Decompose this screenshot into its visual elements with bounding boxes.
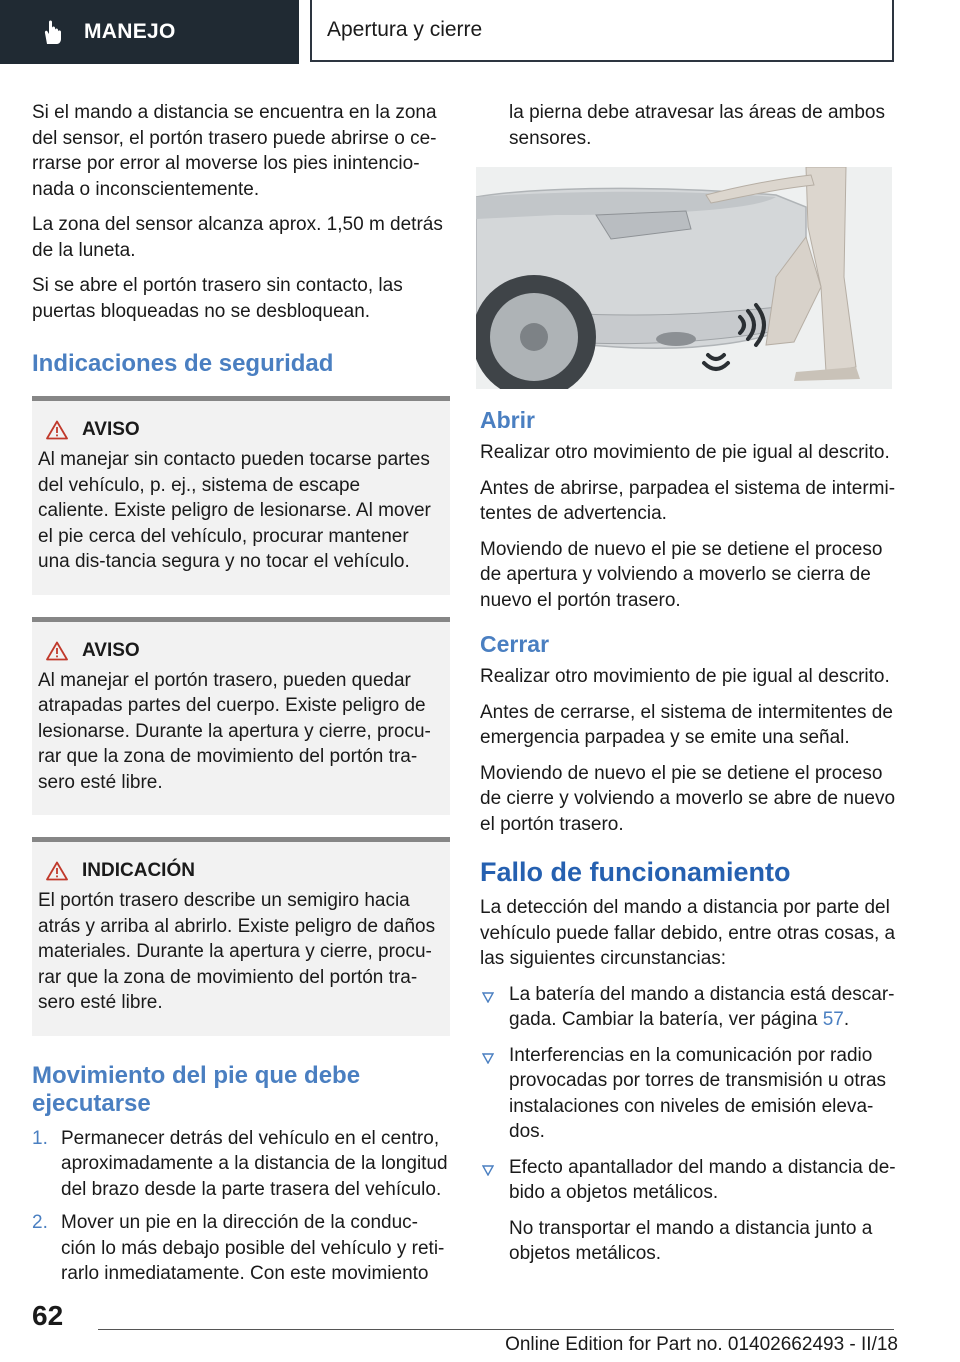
- open-paragraph: Moviendo de nuevo el pie se detiene el proceso de apertura y volviendo a moverlo se cierra de nuevo el portón trasero.: [480, 538, 883, 611]
- section-tab: [0, 0, 299, 64]
- section-title: MANEJO: [84, 20, 176, 43]
- warning-box: [32, 617, 450, 816]
- step-continuation: la pierna debe atravesar las áreas de ambos sensores.: [509, 102, 886, 149]
- malfunction-heading: Fallo de funcionamiento: [480, 857, 791, 887]
- chapter-title-box: [310, 0, 894, 62]
- warning-triangle-icon: [46, 861, 68, 881]
- list-item: [32, 1126, 450, 1203]
- triangle-bullet-icon: [482, 1052, 494, 1064]
- safety-heading: Indicaciones de seguridad: [32, 350, 334, 377]
- warning-box: [32, 396, 450, 595]
- bullet-suffix: .: [843, 1009, 850, 1030]
- movement-heading: Movimiento del pie que debe ejecutarse: [32, 1061, 361, 1117]
- warning-triangle-icon: [46, 641, 68, 661]
- bullet-extra: No transportar el mando a distancia junto a objetos metálicos.: [509, 1217, 873, 1264]
- page-number: 62: [32, 1300, 64, 1331]
- warning-triangle-icon: [46, 420, 68, 440]
- step-text: Permanecer detrás del vehículo en el centro, aproximadamente a la distancia de la longitud del brazo desde la parte trasera del vehículo.: [61, 1127, 448, 1200]
- intro-paragraph: Si el mando a distancia se encuentra en la zona del sensor, el portón trasero puede abrirse o ce‐rrarse por error al moverse los pies inintencio‐nada o inconscientemente.: [32, 102, 437, 200]
- page-header: [0, 0, 960, 68]
- warning-header: [46, 640, 436, 662]
- right-column: [480, 100, 898, 1277]
- tailgate-illustration: [476, 167, 892, 389]
- malfunction-list: [480, 982, 898, 1267]
- car-rear-illustration: [476, 167, 892, 389]
- notice-title: INDICACIÓN: [82, 860, 195, 881]
- footer-divider: [98, 1329, 894, 1330]
- page-link[interactable]: 57: [822, 1009, 844, 1030]
- warning-title: AVISO: [82, 419, 140, 440]
- steps-list: [32, 1126, 450, 1287]
- list-item: [480, 1155, 898, 1267]
- bullet-text: Interferencias en la comunicación por radio provocadas por torres de transmisión u otras instalaciones con niveles de emisión eleva‐dos.: [509, 1044, 887, 1142]
- triangle-bullet-icon: [482, 991, 494, 1003]
- notice-box: [32, 837, 450, 1036]
- list-item: [480, 1043, 898, 1145]
- edition-note: Online Edition for Part no. 01402662493 - II/18: [505, 1334, 898, 1355]
- step-text: Mover un pie en la dirección de la conduc‐ción lo más debajo posible del vehículo y reti‐rarlo inmediatamente. Con este movimiento: [61, 1212, 445, 1284]
- open-paragraph: Realizar otro movimiento de pie igual al descrito.: [480, 442, 890, 463]
- open-heading: Abrir: [480, 407, 535, 433]
- warning-header: [46, 419, 436, 441]
- intro-paragraph: Si se abre el portón trasero sin contacto, las puertas bloqueadas no se desbloquean.: [32, 275, 403, 322]
- intro-paragraph: La zona del sensor alcanza aprox. 1,50 m detrás de la luneta.: [32, 214, 443, 261]
- bullet-text: La batería del mando a distancia está descar‐gada. Cambiar la batería, ver página: [509, 983, 895, 1030]
- notice-text: El portón trasero describe un semigiro hacia atrás y arriba al abrirlo. Existe peligro de daños materiales. Durante la apertura y cierre, procu‐rar que la zona de movimiento del portón tra‐sero esté libre.: [38, 890, 436, 1013]
- notice-header: [46, 860, 436, 882]
- chapter-title: Apertura y cierre: [327, 18, 483, 41]
- close-heading: Cerrar: [480, 631, 550, 657]
- close-paragraph: Antes de cerrarse, el sistema de intermitentes de emergencia parpadea y se emite una señal.: [480, 701, 893, 748]
- bullet-text: Efecto apantallador del mando a distancia de‐bido a objetos metálicos.: [509, 1156, 896, 1203]
- list-item: [480, 982, 898, 1033]
- close-paragraph: Moviendo de nuevo el pie se detiene el proceso de cierre y volviendo a moverlo se abre de nuevo el portón trasero.: [480, 762, 896, 835]
- warning-text: Al manejar sin contacto pueden tocarse partes del vehículo, p. ej., sistema de escape caliente. Existe peligro de lesionarse. Al mover el pie cerca del vehículo, procurar mantener una dis‐tancia segura y no tocar el vehículo.: [38, 449, 431, 572]
- step-number: 2.: [32, 1212, 48, 1233]
- list-item: [32, 1210, 450, 1287]
- warning-text: Al manejar el portón trasero, pueden quedar atrapadas partes del cuerpo. Existe peligro de lesionarse. Durante la apertura y cierre, procu‐rar que la zona de movimiento del portón tra‐sero esté libre.: [38, 669, 431, 793]
- left-column: [32, 100, 450, 1295]
- step-number: 1.: [32, 1127, 48, 1149]
- malfunction-intro: La detección del mando a distancia por parte del vehículo puede fallar debido, entre otras cosas, a las siguientes circunstancias:: [480, 897, 896, 969]
- open-paragraph: Antes de abrirse, parpadea el sistema de intermi‐tentes de advertencia.: [480, 477, 896, 524]
- close-paragraph: Realizar otro movimiento de pie igual al descrito.: [480, 666, 890, 687]
- hand-icon: [38, 17, 68, 47]
- warning-title: AVISO: [82, 639, 140, 661]
- triangle-bullet-icon: [482, 1164, 494, 1176]
